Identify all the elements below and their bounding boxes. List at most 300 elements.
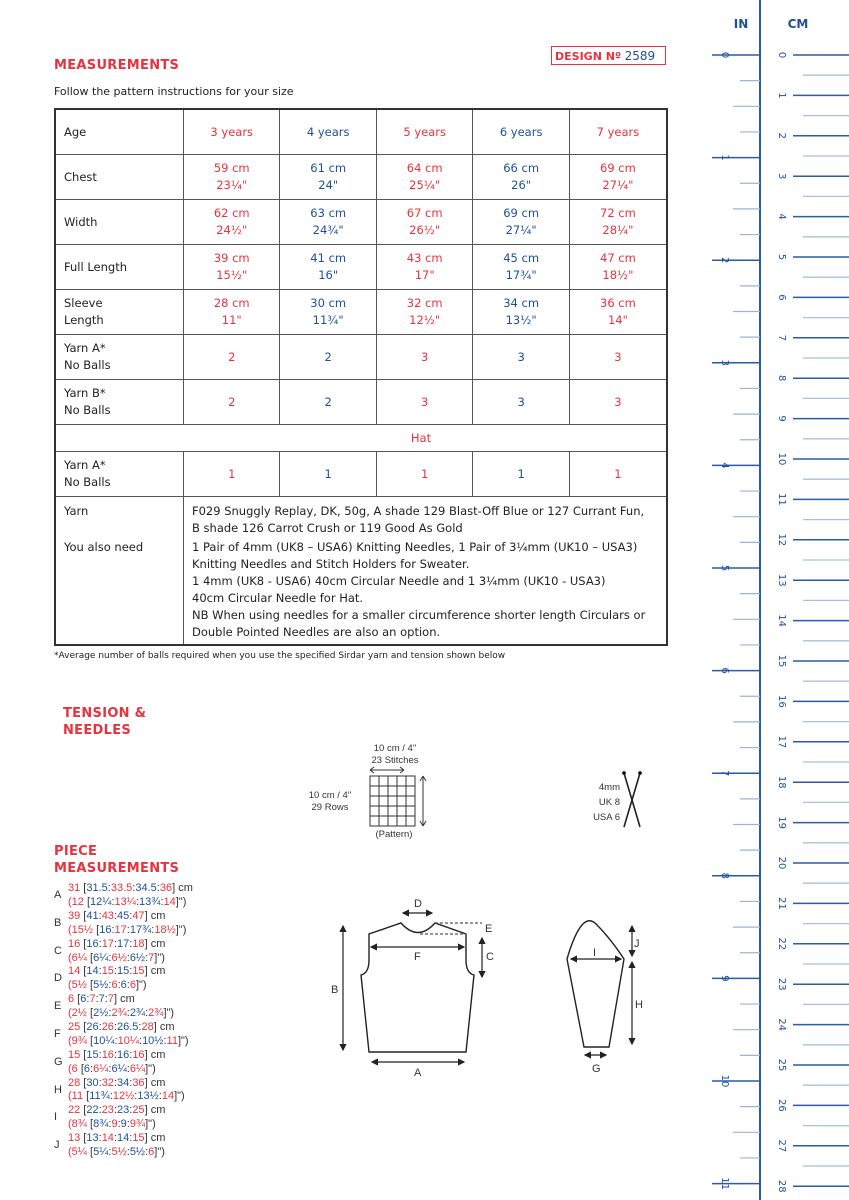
- piece-measurements-list: [54, 882, 193, 1160]
- value-in: 11¾": [312, 313, 344, 327]
- value-cm: 59 cm: [213, 161, 250, 175]
- piece-value: 7: [148, 951, 155, 964]
- separator: :: [139, 1034, 143, 1047]
- table-row-yarn-a: [55, 335, 667, 380]
- inch-label: 1: [719, 154, 730, 161]
- tension-width-label: [350, 743, 440, 767]
- piece-value: 45: [117, 909, 130, 922]
- separator: :: [111, 895, 115, 908]
- bracket: [: [86, 1007, 94, 1020]
- ball-count: 1: [184, 452, 280, 497]
- measurement-cell: [569, 290, 667, 335]
- unit: cm: [150, 1076, 166, 1089]
- cm-label: 7: [776, 334, 787, 341]
- design-label: DESIGN Nº: [555, 50, 622, 63]
- tension-grid-icon: [360, 765, 440, 830]
- separator: :: [98, 937, 102, 950]
- piece-value: 15: [68, 1048, 81, 1061]
- value-cm: 72 cm: [600, 206, 636, 220]
- measurement-cell: [280, 245, 376, 290]
- ball-count: 2: [280, 380, 376, 425]
- piece-value: 6¼: [129, 1062, 146, 1075]
- cm-label: 22: [776, 937, 787, 951]
- bracket: [: [80, 909, 87, 922]
- separator: :: [134, 1090, 138, 1103]
- cm-label: 9: [776, 415, 787, 422]
- cm-label: 24: [776, 1018, 787, 1031]
- piece-value: 16: [86, 937, 99, 950]
- measurement-cell: [473, 290, 569, 335]
- label-G: G: [592, 1063, 601, 1075]
- measurement-cell: [473, 155, 569, 200]
- separator: :: [126, 1146, 130, 1159]
- paren: (: [68, 1146, 72, 1159]
- bracket: [: [80, 1076, 87, 1089]
- value-cm: 62 cm: [213, 206, 250, 220]
- piece-cm-line: [68, 1021, 193, 1035]
- piece-in-line: [68, 1118, 193, 1132]
- bracket: [: [74, 993, 81, 1006]
- cm-label: 12: [776, 533, 787, 547]
- piece-value: 16: [132, 1048, 145, 1061]
- piece-value: 7: [98, 993, 105, 1006]
- piece-value: 14: [101, 1132, 114, 1145]
- separator: :: [108, 979, 112, 992]
- ball-count: 1: [473, 452, 569, 497]
- piece-value: 5½: [111, 1146, 127, 1159]
- piece-value: 12½: [112, 1090, 135, 1103]
- piece-value: 23: [101, 1104, 114, 1117]
- design-number-box: [551, 46, 666, 65]
- separator: :: [117, 979, 121, 992]
- inch-label: 10: [719, 1074, 730, 1088]
- row-label-line: Yarn B*: [64, 386, 106, 400]
- needle-size: [580, 780, 620, 825]
- row-label-text: Width: [64, 214, 98, 229]
- separator: :: [86, 993, 90, 1006]
- piece-value: 36: [132, 1076, 145, 1089]
- piece-in-line: [68, 924, 193, 938]
- value-cm: 28 cm: [213, 296, 250, 310]
- cm-label: 27: [776, 1139, 787, 1153]
- piece-value: 2½: [93, 1007, 109, 1020]
- label-J: J: [634, 938, 640, 950]
- pattern-label: (Pattern): [375, 829, 413, 840]
- piece-cm-line: [68, 993, 193, 1007]
- measurement-cell: [280, 200, 376, 245]
- piece-value: 6: [148, 1146, 155, 1159]
- separator: :: [113, 965, 117, 978]
- piece-cm-line: [68, 965, 193, 979]
- measurement-cell: [184, 245, 280, 290]
- measurement-cell: [376, 200, 472, 245]
- label-H: H: [635, 999, 643, 1011]
- table-row-age: [55, 109, 667, 155]
- ball-count: 2: [280, 335, 376, 380]
- piece-value: 5½: [93, 979, 109, 992]
- ruler-cm-title: CM: [787, 17, 809, 31]
- hat-heading: Hat: [55, 425, 667, 452]
- piece-in-line: [68, 1035, 193, 1049]
- measurements-title: MEASUREMENTS: [54, 58, 180, 73]
- separator: :: [160, 895, 164, 908]
- separator: :: [114, 1034, 118, 1047]
- separator: :: [108, 1146, 112, 1159]
- measurement-cell: [376, 155, 472, 200]
- table-row-yarn-b: [55, 380, 667, 425]
- piece-value: 9¾: [129, 1118, 146, 1131]
- value-in: 11": [221, 313, 242, 327]
- piece-value: 36: [159, 882, 173, 894]
- piece-value: 22: [86, 1104, 99, 1117]
- tension-title-line2: NEEDLES: [63, 723, 132, 738]
- value-in: 27¼": [505, 223, 537, 237]
- piece-value: 14: [161, 1090, 175, 1103]
- yarn-line: F029 Snuggly Replay, DK, 50g, A shade 129 Blast-Off Blue or 127 Currant Fun,: [192, 504, 645, 518]
- piece-in-line: [68, 952, 193, 966]
- design-number: 2589: [624, 49, 656, 63]
- piece-value: 14: [68, 965, 81, 978]
- piece-value: 6: [71, 1062, 78, 1075]
- row-label-text: Chest: [64, 169, 97, 184]
- measurement-cell: [376, 290, 472, 335]
- unit: cm: [150, 909, 166, 922]
- separator: :: [117, 1118, 121, 1131]
- yarn-line: B shade 126 Carrot Crush or 119 Good As Gold: [192, 521, 463, 535]
- piece-measurement-H: [54, 1077, 193, 1105]
- inch-label: 0: [719, 51, 730, 59]
- inch-label: 5: [719, 564, 730, 572]
- tension-height-label: [300, 790, 360, 814]
- piece-value: 17: [114, 923, 127, 936]
- piece-value: 9¾: [71, 1034, 87, 1047]
- piece-letter: F: [54, 1027, 61, 1040]
- measurement-cell: [569, 245, 667, 290]
- piece-value: 6: [68, 993, 75, 1006]
- value-in: 26½": [409, 223, 441, 237]
- piece-cm-line: [68, 1077, 193, 1091]
- row-label: [55, 155, 184, 200]
- bracket: [: [77, 1062, 84, 1075]
- piece-cm-line: [68, 1049, 193, 1063]
- inch-label: 2: [719, 257, 730, 264]
- pieces-title-line1: PIECE: [54, 844, 98, 859]
- piece-value: 11: [71, 1090, 84, 1103]
- yarn-labels: [55, 497, 184, 646]
- row-label: [55, 245, 184, 290]
- table-row-yarn-info: [55, 497, 667, 646]
- separator: :: [90, 1062, 94, 1075]
- knitting-needles-icon: [620, 770, 645, 830]
- piece-letter: H: [54, 1083, 62, 1096]
- piece-letter: A: [54, 889, 62, 901]
- unit: cm: [150, 1132, 166, 1145]
- value-cm: 66 cm: [503, 161, 540, 175]
- piece-value: 12¼: [90, 895, 112, 908]
- separator: :: [98, 1076, 102, 1089]
- cm-label: 6: [776, 294, 787, 301]
- cm-label: 20: [776, 856, 787, 870]
- bracket: ]"): [135, 979, 147, 992]
- piece-value: 10½: [142, 1034, 164, 1047]
- bracket: ]: [153, 1020, 160, 1033]
- piece-value: 6¼: [71, 951, 87, 964]
- separator: :: [98, 1048, 102, 1061]
- piece-value: 43: [101, 909, 114, 922]
- piece-measurement-A: [54, 882, 193, 910]
- piece-value: 8¾: [71, 1118, 87, 1131]
- piece-value: 31.5: [86, 882, 108, 894]
- piece-letter: J: [54, 1139, 60, 1152]
- measurement-cell: [473, 245, 569, 290]
- piece-value: 10¼: [93, 1034, 115, 1047]
- row-label-line: Yarn A*: [64, 458, 106, 472]
- bracket: ]"): [175, 895, 187, 908]
- separator: :: [145, 1146, 149, 1159]
- bracket: [: [80, 882, 87, 894]
- bracket: ]: [172, 882, 179, 894]
- need-line: Knitting Needles and Stitch Holders for Sweater.: [192, 557, 470, 571]
- bracket: [: [83, 895, 91, 908]
- piece-value: 32: [101, 1076, 114, 1089]
- value-cm: 30 cm: [310, 296, 347, 310]
- piece-value: 12: [71, 895, 84, 908]
- value-cm: 45 cm: [503, 251, 540, 265]
- separator: :: [126, 1118, 130, 1131]
- separator: :: [113, 1020, 117, 1033]
- separator: :: [98, 1132, 102, 1145]
- piece-letter: D: [54, 972, 62, 985]
- needle-mm: 4mm: [598, 782, 620, 793]
- ball-count: 1: [569, 452, 667, 497]
- bracket: [: [86, 1146, 94, 1159]
- ruler-in-title: IN: [733, 17, 749, 31]
- label-D: D: [414, 898, 422, 910]
- piece-value: 2¾: [148, 1007, 164, 1020]
- table-row-measurement: [55, 290, 667, 335]
- separator: :: [129, 937, 133, 950]
- ball-count: 2: [184, 380, 280, 425]
- piece-measurement-I: [54, 1104, 193, 1132]
- needle-usa: USA 6: [593, 812, 620, 823]
- value-cm: 69 cm: [503, 206, 540, 220]
- tension-title-line1: TENSION &: [63, 706, 147, 721]
- label-F: F: [414, 951, 421, 963]
- bracket: [: [86, 1118, 94, 1131]
- bracket: [: [80, 1132, 87, 1145]
- label-B: B: [331, 984, 339, 996]
- separator: :: [108, 1118, 112, 1131]
- piece-value: 5¼: [71, 1146, 87, 1159]
- row-label: [55, 200, 184, 245]
- piece-value: 18½: [154, 923, 176, 936]
- inch-label: 9: [719, 975, 730, 982]
- unit: cm: [159, 1020, 175, 1033]
- separator: :: [113, 1076, 117, 1089]
- piece-value: 10¼: [117, 1034, 139, 1047]
- piece-value: 15: [117, 965, 130, 978]
- piece-letter: E: [54, 1000, 62, 1013]
- inch-label: 11: [719, 1177, 730, 1190]
- value-in: 12½": [409, 313, 441, 327]
- piece-value: 13: [86, 1132, 99, 1145]
- separator: :: [145, 1007, 149, 1020]
- unit: cm: [150, 965, 166, 978]
- piece-value: 28: [141, 1020, 154, 1033]
- cm-label: 0: [776, 51, 787, 59]
- separator: :: [108, 1007, 112, 1020]
- piece-value: 14: [86, 965, 99, 978]
- value-cm: 67 cm: [406, 206, 443, 220]
- piece-value: 26.5: [117, 1020, 139, 1033]
- paren: (: [68, 1007, 72, 1020]
- cm-label: 13: [776, 573, 787, 587]
- bracket: [: [83, 1090, 90, 1103]
- separator: :: [113, 937, 117, 950]
- separator: :: [111, 923, 115, 936]
- schematic-diagram: [320, 890, 680, 1080]
- separator: :: [129, 1048, 133, 1061]
- piece-value: 2¾: [129, 1007, 146, 1020]
- value-cm: 43 cm: [406, 251, 443, 265]
- value-in: 28¼": [602, 223, 634, 237]
- need-line: Double Pointed Needles are also an option.: [192, 625, 441, 639]
- value-cm: 63 cm: [310, 206, 347, 220]
- piece-value: 39: [68, 909, 81, 922]
- row-label-line: Length: [64, 313, 104, 327]
- bracket: ]"): [175, 923, 187, 936]
- separator: :: [126, 1007, 130, 1020]
- cm-label: 11: [776, 493, 787, 506]
- value-in: 13½": [505, 313, 537, 327]
- height-measure: 10 cm / 4": [308, 790, 352, 801]
- bracket: ]"): [154, 951, 165, 964]
- value-cm: 64 cm: [406, 161, 443, 175]
- inch-label: 6: [719, 667, 730, 674]
- separator: :: [129, 1076, 133, 1089]
- bracket: ]"): [177, 1034, 189, 1047]
- piece-cm-line: [68, 910, 193, 924]
- table-row-hat-yarn-a: [55, 452, 667, 497]
- bracket: [: [86, 1034, 94, 1047]
- piece-value: 6: [129, 979, 136, 992]
- cm-label: 28: [776, 1179, 787, 1193]
- cm-label: 19: [776, 816, 787, 829]
- piece-letter: I: [54, 1111, 58, 1124]
- cm-label: 8: [776, 375, 787, 382]
- cm-label: 15: [776, 654, 787, 668]
- separator: :: [151, 923, 155, 936]
- value-in: 18½": [602, 268, 634, 282]
- separator: :: [126, 979, 130, 992]
- width-measure: 10 cm / 4": [373, 743, 417, 754]
- measurement-cell: [376, 245, 472, 290]
- piece-value: 6½: [129, 951, 146, 964]
- bracket: ]"): [174, 1090, 185, 1103]
- piece-in-line: [68, 1007, 193, 1021]
- value-in: 14": [607, 313, 628, 327]
- value-in: 17¾": [505, 268, 537, 282]
- ball-count: 3: [569, 380, 667, 425]
- cm-label: 14: [776, 614, 787, 627]
- separator: :: [104, 993, 108, 1006]
- cm-label: 23: [776, 977, 787, 991]
- table-row-measurement: [55, 200, 667, 245]
- bracket: ]: [144, 1048, 151, 1061]
- piece-value: 6½: [111, 951, 127, 964]
- piece-value: 9: [111, 1118, 118, 1131]
- bracket: ]: [144, 1132, 151, 1145]
- cm-label: 26: [776, 1099, 787, 1112]
- piece-value: 6¼: [93, 951, 109, 964]
- ball-count: 1: [376, 452, 472, 497]
- piece-value: 16: [101, 1048, 114, 1061]
- separator: :: [135, 895, 140, 908]
- inch-label: 3: [719, 359, 730, 366]
- cm-label: 10: [776, 452, 787, 466]
- label-E: E: [485, 923, 493, 935]
- piece-value: 13¾: [139, 895, 161, 908]
- bracket: [: [86, 979, 94, 992]
- value-in: 24¾": [312, 223, 344, 237]
- piece-value: 15: [132, 1132, 145, 1145]
- bracket: ]: [113, 993, 121, 1006]
- paren: (: [68, 1090, 72, 1103]
- separator: :: [145, 951, 149, 964]
- cm-label: 16: [776, 695, 787, 708]
- value-in: 24": [318, 178, 339, 192]
- piece-value: 5½: [129, 1146, 146, 1159]
- piece-value: 30: [86, 1076, 99, 1089]
- measurement-cell: [569, 200, 667, 245]
- bracket: [: [80, 1020, 87, 1033]
- piece-value: 34: [117, 1076, 130, 1089]
- separator: :: [108, 1062, 112, 1075]
- separator: :: [129, 909, 133, 922]
- piece-measurement-D: [54, 965, 193, 993]
- piece-value: 33.5: [110, 882, 133, 894]
- separator: :: [129, 1104, 133, 1117]
- piece-in-line: [68, 1063, 193, 1077]
- cm-label: 4: [776, 213, 787, 220]
- piece-value: 14: [163, 895, 176, 908]
- value-cm: 34 cm: [503, 296, 540, 310]
- piece-value: 9: [120, 1118, 127, 1131]
- piece-value: 14: [117, 1132, 130, 1145]
- piece-letter: B: [54, 916, 62, 929]
- bracket: ]: [144, 909, 151, 922]
- ruler: [700, 0, 849, 1200]
- piece-value: 15: [132, 965, 145, 978]
- row-label-text: Full Length: [64, 259, 127, 274]
- measurement-cell: [569, 155, 667, 200]
- cm-label: 17: [776, 735, 787, 749]
- piece-value: 7: [107, 993, 114, 1006]
- cm-label: 5: [776, 253, 787, 261]
- separator: :: [98, 909, 102, 922]
- separator: :: [95, 993, 99, 1006]
- table-row-measurement: [55, 245, 667, 290]
- separator: :: [113, 1132, 117, 1145]
- piece-cm-line: [68, 938, 193, 952]
- separator: :: [126, 1062, 130, 1075]
- piece-value: 25: [68, 1020, 81, 1033]
- separator: :: [132, 882, 136, 894]
- piece-measurement-G: [54, 1049, 193, 1077]
- value-in: 25¼": [409, 178, 441, 192]
- footnote: *Average number of balls required when you use the specified Sirdar yarn and tension shown below: [54, 651, 506, 661]
- piece-value: 13¼: [114, 895, 136, 908]
